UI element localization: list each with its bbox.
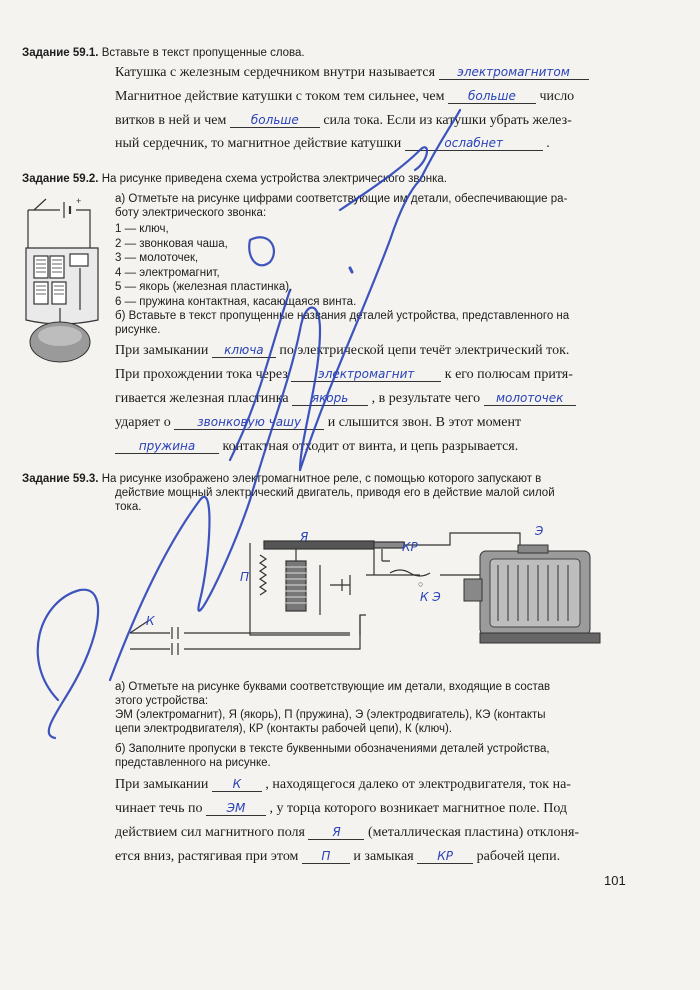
- list-item: 1 — ключ,: [115, 223, 169, 235]
- answer-field-3[interactable]: больше: [230, 113, 320, 128]
- fill-field-4[interactable]: молоточек: [484, 391, 576, 406]
- label-e: Э: [535, 524, 544, 538]
- task-59-1-header: [22, 46, 305, 60]
- list-item: 2 — звонковая чаша,: [115, 237, 228, 250]
- task-59-2-sub-b: [115, 309, 675, 337]
- text: и замыкая: [353, 849, 414, 864]
- relay-field-3[interactable]: Я: [308, 825, 364, 840]
- text: к его полюсам притя-: [444, 367, 573, 382]
- task-59-2-title: Задание 59.2.: [22, 173, 99, 185]
- text: , в результате чего: [371, 391, 481, 406]
- task-59-3-header: [22, 472, 662, 486]
- task-59-3-fill-line1: [115, 774, 680, 796]
- relay-field-5[interactable]: КР: [417, 849, 473, 864]
- text: ется вниз, растягивая при этом: [115, 849, 299, 864]
- task-59-1-prompt: Вставьте в текст пропущенные слова.: [101, 47, 305, 59]
- electric-bell-diagram: [20, 190, 112, 370]
- label-ya: Я: [300, 530, 309, 544]
- text: число: [539, 89, 575, 104]
- text: ударяет о: [115, 415, 171, 430]
- relay-motor-diagram: [120, 525, 620, 665]
- task-59-1-line1: [115, 62, 635, 84]
- relay-field-4[interactable]: П: [302, 849, 350, 864]
- text: и слышится звон. В этот момент: [327, 415, 522, 430]
- text: чинает течь по: [115, 801, 203, 816]
- relay-field-2[interactable]: ЭМ: [206, 801, 266, 816]
- sub-a-line1: а) Отметьте на рисунке буквами соответствующие им детали, входящие в состав: [115, 681, 551, 693]
- label-kr: КР: [402, 540, 418, 554]
- text: сила тока. Если из катушки убрать желез-: [323, 113, 572, 128]
- bell-parts-list: [115, 222, 515, 309]
- svg-text:+: +: [76, 196, 82, 206]
- task-59-3-fill-line4: [115, 846, 680, 868]
- sub-a-line4: цепи электродвигателя), КР (контакты рабочей цепи), К (ключ).: [115, 723, 452, 735]
- sub-b-line2: рисунке.: [115, 324, 161, 336]
- sub-b-line2: представленного на рисунке.: [115, 757, 271, 769]
- text: по электрической цепи течёт электрический ток.: [279, 343, 570, 358]
- text: , находящегося далеко от электродвигателя, ток на-: [265, 777, 571, 792]
- sub-b-line1: б) Заполните пропуски в тексте буквенными обозначениями деталей устройства,: [115, 743, 550, 755]
- list-item: 6 — пружина контактная, касающаяся винта.: [115, 295, 357, 308]
- task-59-2-fill-line5: [115, 436, 675, 458]
- task-59-3-title: Задание 59.3.: [22, 473, 99, 485]
- text: , у торца которого возникает магнитное поле. Под: [269, 801, 568, 816]
- relay-field-1[interactable]: К: [212, 777, 262, 792]
- prompt-line3: тока.: [115, 501, 142, 513]
- page-number: 101: [604, 873, 626, 888]
- text: При прохождении тока через: [115, 367, 288, 382]
- task-59-3-prompt-cont: [115, 486, 675, 514]
- answer-field-2[interactable]: больше: [448, 89, 536, 104]
- text: гивается железная пластинка: [115, 391, 289, 406]
- task-59-2-fill-line1: [115, 340, 675, 362]
- text: (металлическая пластина) отклоня-: [367, 825, 580, 840]
- fill-field-1[interactable]: ключа: [212, 343, 276, 358]
- sub-a-line2: этого устройства:: [115, 695, 209, 707]
- text: .: [546, 136, 550, 151]
- fill-field-6[interactable]: пружина: [115, 439, 219, 454]
- task-59-1-line3: [115, 110, 635, 132]
- sub-b-line1: б) Вставьте в текст пропущенные названия деталей устройства, представленного на: [115, 310, 570, 322]
- text: ный сердечник, то магнитное действие катушки: [115, 136, 402, 151]
- label-k: К: [146, 614, 155, 628]
- label-ke: К Э: [420, 590, 441, 604]
- task-59-1-line2: [115, 86, 635, 108]
- text: рабочей цепи.: [476, 849, 561, 864]
- text: При замыкании: [115, 777, 209, 792]
- fill-field-3[interactable]: якорь: [292, 391, 368, 406]
- text: контактная отходит от винта, и цепь разрывается.: [222, 439, 519, 454]
- task-59-3-fill-line2: [115, 798, 680, 820]
- task-59-2-fill-line4: [115, 412, 675, 434]
- list-item: 3 — молоточек,: [115, 252, 199, 264]
- task-59-2-sub-a: [115, 192, 675, 220]
- list-item: 4 — электромагнит,: [115, 266, 220, 279]
- fill-field-5[interactable]: звонковую чашу: [174, 415, 324, 430]
- task-59-1-line4: [115, 133, 635, 155]
- sub-a-line2: боту электрического звонка:: [115, 207, 267, 219]
- answer-field-4[interactable]: ослабнет: [405, 136, 543, 151]
- text: Магнитное действие катушки с током тем сильнее, чем: [115, 89, 445, 104]
- svg-text:○: ○: [418, 579, 424, 589]
- task-59-3-prompt-1: На рисунке изображено электромагнитное реле, с помощью которого запускают в: [101, 473, 542, 485]
- text: Катушка с железным сердечником внутри называется: [115, 65, 436, 80]
- task-59-3-sub-a: [115, 680, 680, 736]
- task-59-2-header: [22, 172, 447, 186]
- text: действием сил магнитного поля: [115, 825, 305, 840]
- task-59-2-prompt: На рисунке приведена схема устройства электрического звонка.: [101, 173, 447, 185]
- task-59-3-sub-b: [115, 742, 680, 770]
- task-59-2-fill-line2: [115, 364, 675, 386]
- label-p: П: [240, 570, 250, 584]
- prompt-line2: действие мощный электрический двигатель, приводя его в действие малой силой: [115, 487, 555, 499]
- sub-a-line3: ЭМ (электромагнит), Я (якорь), П (пружина), Э (электродвигатель), КЭ (контакты: [115, 709, 546, 721]
- sub-a-line1: а) Отметьте на рисунке цифрами соответствующие им детали, обеспечивающие ра-: [115, 193, 568, 205]
- list-item: 5 — якорь (железная пластинка),: [115, 281, 293, 293]
- task-59-3-fill-line3: [115, 822, 680, 844]
- task-59-2-fill-line3: [115, 388, 675, 410]
- fill-field-2[interactable]: электромагнит: [291, 367, 441, 382]
- text: витков в ней и чем: [115, 113, 227, 128]
- task-59-1-title: Задание 59.1.: [22, 47, 99, 59]
- answer-field-1[interactable]: электромагнитом: [439, 65, 589, 80]
- text: При замыкании: [115, 343, 209, 358]
